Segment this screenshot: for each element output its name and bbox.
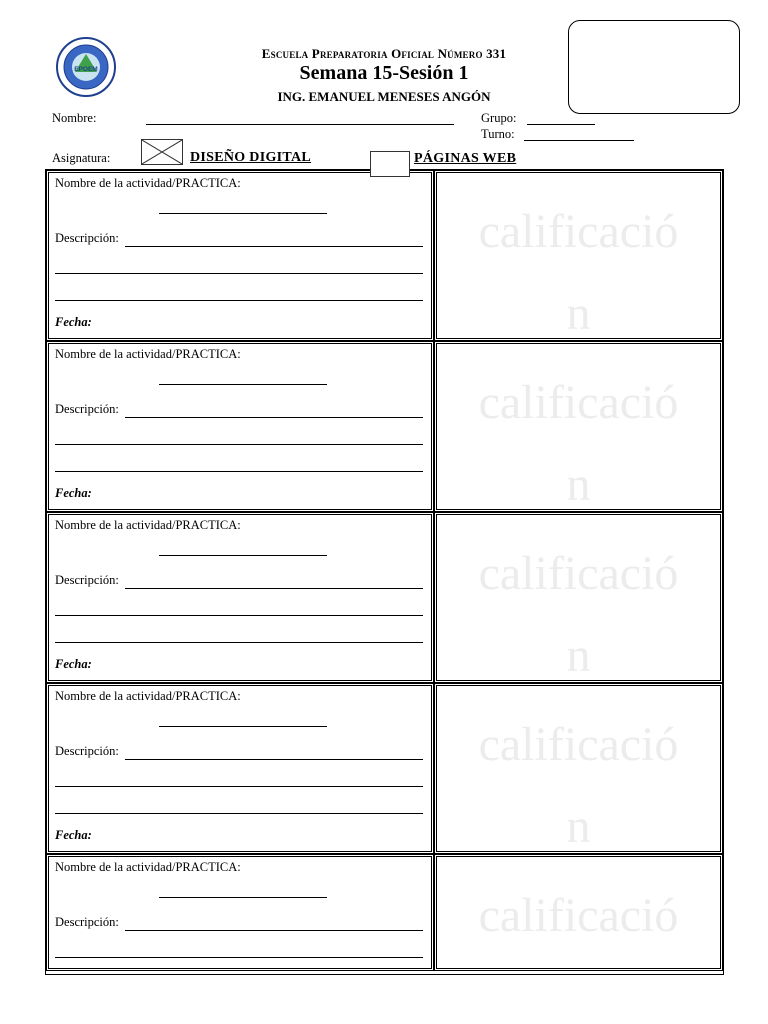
description-line[interactable] xyxy=(55,957,423,958)
grade-cell[interactable] xyxy=(434,512,723,683)
description-label: Descripción: xyxy=(55,231,119,245)
activity-table xyxy=(45,169,724,975)
fecha-label: Fecha: xyxy=(55,657,92,671)
description-line[interactable] xyxy=(55,300,423,301)
grade-watermark: calificació n xyxy=(478,376,679,511)
description-label: Descripción: xyxy=(55,402,119,416)
description-line[interactable] xyxy=(55,471,423,472)
logo-text: EPOEM xyxy=(74,66,98,73)
grupo-label: Grupo: xyxy=(481,111,517,125)
description-line[interactable] xyxy=(55,642,423,643)
grupo-field[interactable] xyxy=(527,124,595,125)
description-label: Descripción: xyxy=(55,573,119,587)
activity-name-label: Nombre de la actividad/PRACTICA: xyxy=(55,518,241,532)
activity-details-cell[interactable] xyxy=(46,854,434,971)
description-field[interactable] xyxy=(125,246,423,247)
description-line[interactable] xyxy=(55,786,423,787)
checkmark-x-icon xyxy=(142,140,182,164)
grade-cell[interactable] xyxy=(434,170,723,341)
description-field[interactable] xyxy=(125,417,423,418)
asignatura-label: Asignatura: xyxy=(52,151,111,165)
activity-name-field[interactable] xyxy=(159,897,327,898)
description-line[interactable] xyxy=(55,444,423,445)
overall-grade-box[interactable] xyxy=(568,20,740,114)
activity-name-field[interactable] xyxy=(159,726,327,727)
activity-name-field[interactable] xyxy=(159,213,327,214)
turno-field[interactable] xyxy=(524,140,634,141)
description-field[interactable] xyxy=(125,588,423,589)
activity-name-field[interactable] xyxy=(159,555,327,556)
grade-watermark: calificació n xyxy=(478,547,679,682)
fecha-label: Fecha: xyxy=(55,486,92,500)
nombre-label: Nombre: xyxy=(52,111,97,125)
grade-cell[interactable] xyxy=(434,683,723,854)
description-line[interactable] xyxy=(55,273,423,274)
activity-name-label: Nombre de la actividad/PRACTICA: xyxy=(55,176,241,190)
description-field[interactable] xyxy=(125,759,423,760)
activity-details-cell[interactable] xyxy=(46,341,434,512)
nombre-field[interactable] xyxy=(146,124,454,125)
grade-watermark: calificació n xyxy=(478,205,679,340)
description-line[interactable] xyxy=(55,813,423,814)
activity-row xyxy=(46,683,723,854)
fecha-label: Fecha: xyxy=(55,828,92,842)
grade-cell[interactable] xyxy=(434,341,723,512)
option-paginas-web: PÁGINAS WEB xyxy=(414,151,517,166)
activity-row xyxy=(46,170,723,341)
activity-details-cell[interactable] xyxy=(46,683,434,854)
fecha-label: Fecha: xyxy=(55,315,92,329)
grade-watermark: calificació n xyxy=(478,718,679,853)
description-field[interactable] xyxy=(125,930,423,931)
description-label: Descripción: xyxy=(55,744,119,758)
activity-details-cell[interactable] xyxy=(46,170,434,341)
activity-row xyxy=(46,512,723,683)
description-line[interactable] xyxy=(55,615,423,616)
activity-details-cell[interactable] xyxy=(46,512,434,683)
grade-watermark: calificació xyxy=(478,889,679,942)
activity-name-label: Nombre de la actividad/PRACTICA: xyxy=(55,860,241,874)
option-diseno-digital: DISEÑO DIGITAL xyxy=(190,150,312,165)
teacher-name: ING. EMANUEL MENESES ANGÓN xyxy=(277,89,491,104)
checkbox-paginas-web[interactable] xyxy=(370,151,410,177)
activity-row xyxy=(46,341,723,512)
description-label: Descripción: xyxy=(55,915,119,929)
checkbox-diseno-digital[interactable] xyxy=(141,139,183,165)
page-title: Semana 15-Sesión 1 xyxy=(299,62,469,84)
activity-name-label: Nombre de la actividad/PRACTICA: xyxy=(55,347,241,361)
activity-name-label: Nombre de la actividad/PRACTICA: xyxy=(55,689,241,703)
school-name: Escuela Preparatoria Oficial Número 331 xyxy=(261,46,507,61)
grade-cell[interactable] xyxy=(434,854,723,971)
activity-name-field[interactable] xyxy=(159,384,327,385)
turno-label: Turno: xyxy=(481,127,515,141)
activity-row xyxy=(46,854,723,971)
